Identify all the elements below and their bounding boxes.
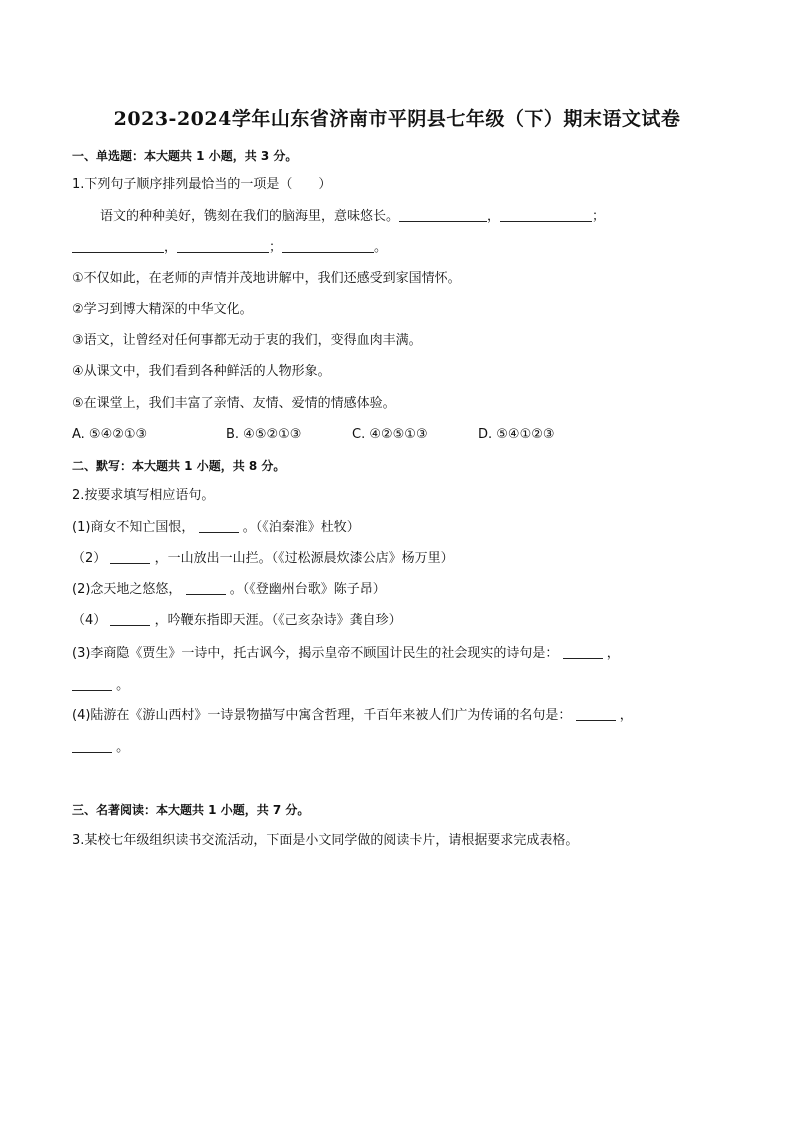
- dictation-item: [72, 646, 620, 662]
- semicolon: ；: [592, 209, 606, 224]
- answer-blank[interactable]: [199, 520, 239, 533]
- item-text: (4)陆游在《游山西村》一诗景物描写中寓含哲理，千百年来被人们广为传诵的名句是：: [72, 708, 572, 723]
- option-b[interactable]: B. ④⑤②①③: [226, 427, 302, 442]
- comma: ，: [606, 646, 620, 661]
- section-1-heading: 一、单选题：本大题共 1 小题，共 3 分。: [72, 149, 298, 163]
- blank-5[interactable]: [282, 240, 374, 253]
- sentence-4: ④从课文中，我们看到各种鲜活的人物形象。: [72, 364, 331, 379]
- section-3-heading: 三、名著阅读：本大题共 1 小题，共 7 分。: [72, 803, 310, 817]
- exam-title: 2023-2024学年山东省济南市平阴县七年级（下）期末语文试卷: [113, 108, 681, 130]
- passage-line-2: [72, 240, 387, 256]
- comma: ，: [164, 240, 178, 255]
- dictation-item-cont: [72, 740, 129, 756]
- item-source: 。（《登幽州台歌》陈子昂）: [229, 582, 386, 597]
- period: 。: [374, 240, 388, 255]
- item-number: （2）: [72, 551, 107, 566]
- dictation-item: [72, 613, 402, 629]
- answer-blank[interactable]: [576, 708, 616, 721]
- sentence-2: ②学习到博大精深的中华文化。: [72, 302, 253, 317]
- comma: ，: [619, 708, 633, 723]
- item-text: ，一山放出一山拦。（《过松源晨炊漆公店》杨万里）: [154, 551, 454, 566]
- sentence-1: ①不仅如此，在老师的声情并茂地讲解中，我们还感受到家国情怀。: [72, 271, 461, 286]
- answer-blank[interactable]: [563, 646, 603, 659]
- passage-line-1: [100, 209, 605, 225]
- section-2-heading: 二、默写：本大题共 1 小题，共 8 分。: [72, 459, 286, 473]
- dictation-item: [72, 708, 633, 724]
- item-text: ，吟鞭东指即天涯。（《己亥杂诗》龚自珍）: [154, 613, 402, 628]
- dictation-item: [72, 520, 360, 536]
- dictation-item-cont: [72, 678, 129, 694]
- answer-blank[interactable]: [110, 613, 150, 626]
- semicolon: ；: [269, 240, 283, 255]
- sentence-3: ③语文，让曾经对任何事都无动于衷的我们，变得血肉丰满。: [72, 333, 422, 348]
- item-number: （4）: [72, 613, 107, 628]
- option-d[interactable]: D. ⑤④①②③: [478, 427, 555, 442]
- item-text: (2)念天地之悠悠，: [72, 582, 182, 597]
- question-2-stem: 2.按要求填写相应语句。: [72, 488, 215, 503]
- comma: ，: [487, 209, 501, 224]
- option-a[interactable]: A. ⑤④②①③: [72, 427, 148, 442]
- period: 。: [116, 740, 130, 755]
- answer-blank[interactable]: [72, 678, 112, 691]
- item-source: 。（《泊秦淮》杜牧）: [242, 520, 360, 535]
- period: 。: [116, 678, 130, 693]
- item-text: (1)商女不知亡国恨，: [72, 520, 195, 535]
- blank-2[interactable]: [500, 209, 592, 222]
- dictation-item: [72, 582, 386, 598]
- question-1-stem: 1.下列句子顺序排列最恰当的一项是（ ）: [72, 177, 332, 192]
- dictation-item: [72, 551, 454, 567]
- sentence-5: ⑤在课堂上，我们丰富了亲情、友情、爱情的情感体验。: [72, 396, 396, 411]
- option-c[interactable]: C. ④②⑤①③: [352, 427, 428, 442]
- blank-3[interactable]: [72, 240, 164, 253]
- answer-blank[interactable]: [72, 740, 112, 753]
- blank-1[interactable]: [399, 209, 487, 222]
- answer-blank[interactable]: [110, 551, 150, 564]
- answer-blank[interactable]: [186, 582, 226, 595]
- item-text: (3)李商隐《贾生》一诗中，托古讽今，揭示皇帝不顾国计民生的社会现实的诗句是：: [72, 646, 559, 661]
- passage-lead: 语文的种种美好，镌刻在我们的脑海里，意味悠长。: [100, 209, 400, 224]
- question-3-stem: 3.某校七年级组织读书交流活动，下面是小文同学做的阅读卡片，请根据要求完成表格。: [72, 833, 579, 848]
- blank-4[interactable]: [177, 240, 269, 253]
